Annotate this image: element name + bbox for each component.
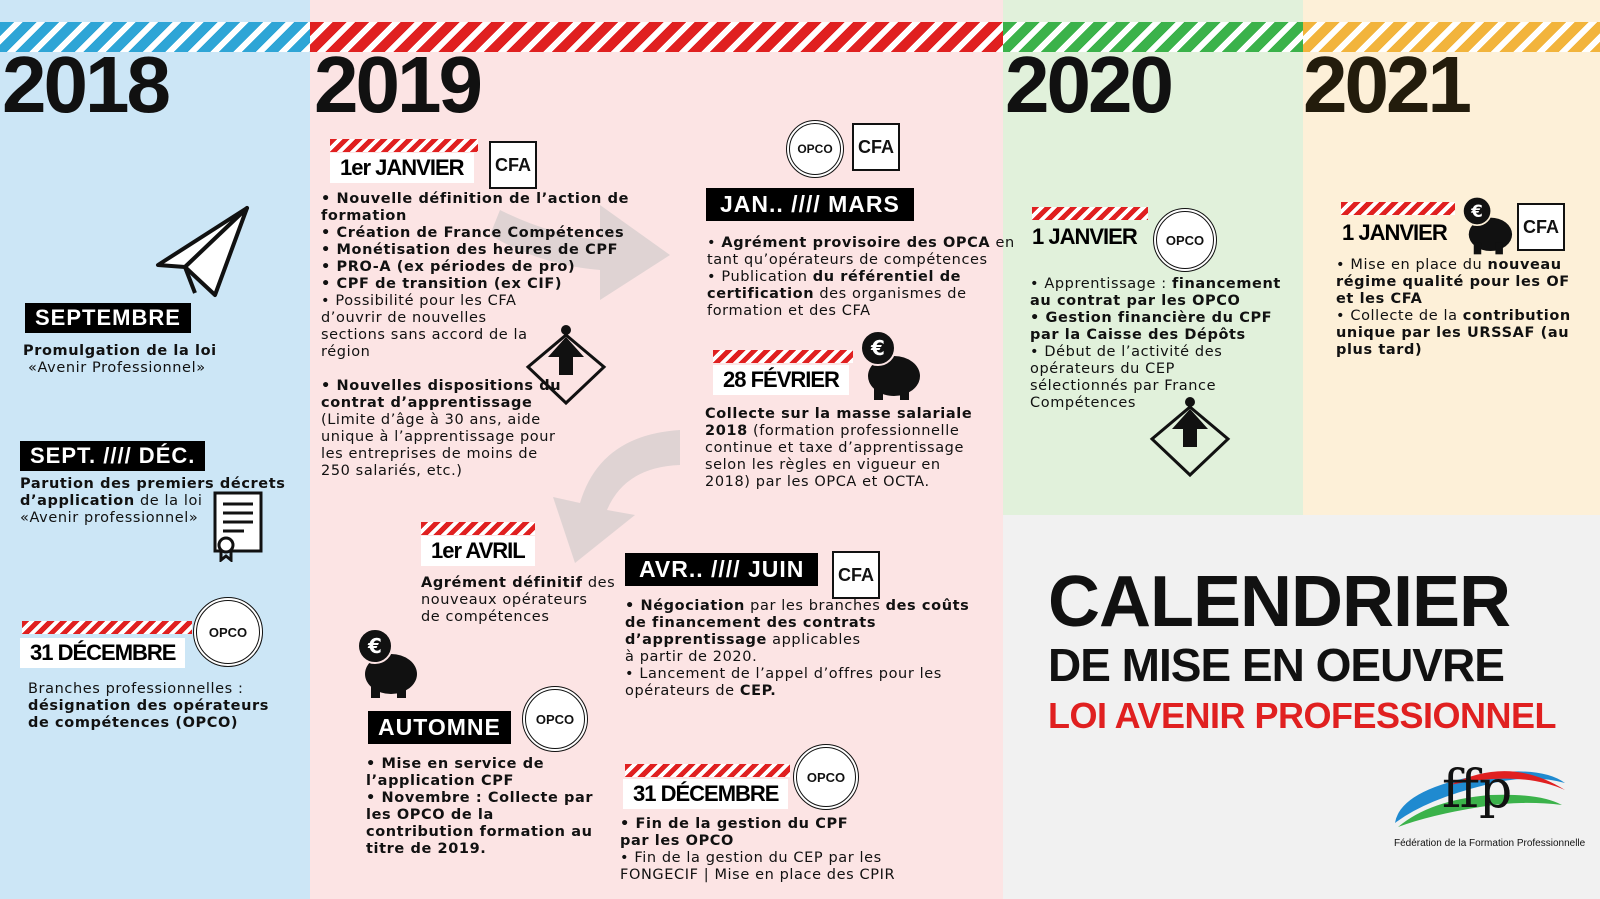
jan2019-d1: • Nouvelles dispositions du [321,378,562,394]
septdec-line-2a: d’application [20,493,135,509]
jan2019-d5: les entreprises de moins de [321,446,538,462]
avrjuin-n6a: opérateurs de [625,683,740,699]
automne-a1: • Mise en service de [366,756,545,772]
janmars-a5: formation et des CFA [707,303,871,319]
ffp-logo [1390,745,1570,835]
cfa-badge-jan2021: CFA [1517,203,1565,251]
avrjuin-n6b: CEP. [739,683,777,699]
jan2020-a4: par la Caisse des Dépôts [1030,327,1246,343]
feb2019-label: 28 FÉVRIER [713,365,849,395]
hatch-2019-apr [421,522,535,535]
hatch-2020-jan [1032,207,1148,220]
feb2019-c5: 2018) par les OPCA et OCTA. [705,474,930,490]
avrjuin-n3a: d’apprentissage [625,632,767,648]
dec2018-line-1: Branches professionnelles : [28,681,244,697]
year-2021: 2021 [1303,40,1469,129]
janmars-a3a: • Publication [707,269,813,285]
up-arrow-diamond-icon [524,325,608,409]
apr2019-t3: de compétences [421,609,550,625]
jan2019-n1: • Possibilité pour les CFA [321,293,517,309]
title-line-3: LOI AVENIR PROFESSIONNEL [1048,695,1557,736]
avrjuin-n4: à partir de 2020. [625,649,758,665]
automne-text [366,756,593,858]
janmars-a3 [707,269,1015,286]
jan2019-b5: • CPF de transition (ex CIF) [321,276,563,292]
piggy-bank-icon [858,330,923,402]
dec2019-f2: par les OPCO [620,833,734,849]
automne-a5: contribution formation au [366,824,593,840]
piggy-euro-2: € [368,634,382,658]
avrjuin-n5: • Lancement de l’appel d’offres pour les [625,666,942,682]
jan2020-a3: • Gestion financière du CPF [1030,310,1273,326]
opco-badge-janmars: OPCO [786,120,844,178]
apr2019-label: 1er AVRIL [421,536,535,566]
jan2019-n2: d’ouvrir de nouvelles [321,310,487,326]
certificate-icon [212,490,264,562]
automne-a6: titre de 2019. [366,841,487,857]
title-line-1: CALENDRIER [1048,562,1511,642]
opco-badge-2018: OPCO [193,597,263,667]
piggy-bank-icon-3 [1460,196,1515,256]
avrjuin-n3b: applicables [766,632,861,648]
jan2021-m3: et les CFA [1336,291,1423,307]
hatch-2019-dec [625,764,790,777]
jan2019-d3: (Limite d’âge à 30 ans, aide [321,412,541,428]
avrjuin-n3 [625,632,969,649]
year-2019: 2019 [314,40,480,129]
jan2021-m1a: • Mise en place du [1336,257,1488,273]
jan2019-b1b: formation [321,208,407,224]
ffp-logo-mark: ffp [1442,760,1513,820]
sept-label: SEPTEMBRE [25,303,191,333]
apr2019-t1 [421,575,615,592]
avrjuin-text [625,598,969,700]
jan2020-a2: au contrat par les OPCO [1030,293,1241,309]
dec2018-label: 31 DÉCEMBRE [20,638,185,668]
jan2020-label: 1 JANVIER [1032,224,1137,249]
jan2020-a1b: financement [1171,276,1281,292]
jan2020-a8: Compétences [1030,395,1137,411]
jan2019-label: 1er JANVIER [330,153,474,183]
paper-plane-icon [155,205,250,300]
jan2021-m2: régime qualité pour les OF [1336,274,1570,290]
feb2019-c4: selon les règles en vigueur en [705,457,941,473]
janmars-a4 [707,286,1015,303]
septdec-line-2b: de la loi [134,493,203,509]
jan2019-b3: • Monétisation des heures de CPF [321,242,619,258]
jan2019-d6: 250 salariés, etc.) [321,463,463,479]
feb2019-text [705,406,972,491]
jan2019-d2: contrat d’apprentissage [321,395,533,411]
avrjuin-n1a: • Négociation [625,598,745,614]
dec2019-text [620,816,895,884]
jan2021-text [1336,257,1571,359]
jan2021-m4b: contribution [1462,308,1571,324]
piggy-bank-icon-2 [355,628,420,700]
jan2019-b2: • Création de France Compétences [321,225,625,241]
jan2020-a6: opérateurs du CEP [1030,361,1175,377]
apr2019-t1b: des [582,575,616,591]
jan2020-a1a: • Apprentissage : [1030,276,1172,292]
jan2021-m1 [1336,257,1571,274]
jan2020-text [1030,276,1281,412]
janmars-a4b: des organismes de [814,286,967,302]
janmars-a2: tant qu’opérateurs de compétences [707,252,988,268]
feb2019-c2 [705,423,972,440]
janmars-a3b: du référentiel de [812,269,962,285]
automne-label: AUTOMNE [368,711,511,744]
jan2019-b1: • Nouvelle définition de l’action de [321,191,630,207]
jan2021-label: 1 JANVIER [1342,220,1447,245]
opco-badge-dec2019: OPCO [793,744,859,810]
jan2021-m4 [1336,308,1571,325]
automne-a4: les OPCO de la [366,807,494,823]
septdec-line-3: «Avenir professionnel» [20,510,199,526]
septdec-line-1: Parution des premiers décrets [20,476,286,492]
feb2019-c2b: (formation professionnelle [747,423,960,439]
jan2020-a7: sélectionnés par France [1030,378,1217,394]
apr2019-t2: nouveaux opérateurs [421,592,588,608]
piggy-euro-3: € [1471,201,1483,221]
dec2018-text [28,681,269,732]
up-arrow-diamond-icon-2 [1148,397,1232,481]
jan2019-n3: sections sans accord de la [321,327,528,343]
year-2018: 2018 [2,40,168,129]
apr2019-text [421,575,615,626]
janmars-a4a: certification [707,286,815,302]
avrjuin-n6 [625,683,969,700]
janmars-a1a: • [707,235,722,251]
cfa-badge-jan2019: CFA [489,141,537,189]
jan2021-m5: unique par les URSSAF (au [1336,325,1570,341]
cfa-badge-janmars: CFA [852,123,900,171]
jan2021-m1b: nouveau [1487,257,1562,273]
feb2019-c3: continue et taxe d’apprentissage [705,440,965,456]
dec2019-f4: FONGECIF | Mise en place des CPIR [620,867,896,883]
automne-a2: l’application CPF [366,773,514,789]
hatch-2021-jan [1341,202,1455,215]
automne-a3: • Novembre : Collecte par [366,790,594,806]
dec2019-f1: • Fin de la gestion du CPF [620,816,849,832]
avrjuin-n1 [625,598,969,615]
dec2018-line-2: désignation des opérateurs [28,698,270,714]
janmars-text [707,235,1015,320]
dec2018-line-3 [28,715,269,732]
cfa-badge-avrjuin: CFA [832,551,880,599]
hatch-2019-jan [330,139,478,152]
opco-badge-jan2020: OPCO [1153,208,1217,272]
piggy-euro-1: € [871,336,885,360]
jan2021-m6: plus tard) [1336,342,1423,358]
title-line-2: DE MISE EN OEUVRE [1048,639,1504,691]
janmars-a1b: Agrément provisoire des OPCA [721,235,991,251]
jan2019-d4: unique à l’apprentissage pour [321,429,556,445]
hatch-2018-dec [22,621,192,634]
janmars-a1 [707,235,1015,252]
janmars-a1c: en [990,235,1015,251]
avrjuin-n1b: par les branches [744,598,886,614]
dec2018-line-3a: de compétences (OPCO) [28,715,239,731]
sept-text-1: Promulgation de la loi [23,343,217,359]
feb2019-c2a: 2018 [705,423,748,439]
jan2019-n4: région [321,344,371,360]
ffp-caption: Fédération de la Formation Professionnelle [1394,838,1586,849]
sept-text-2: «Avenir Professionnel» [28,360,206,376]
year-2020: 2020 [1005,40,1171,129]
jan2019-b4: • PRO-A (ex périodes de pro) [321,259,576,275]
septdec-label: SEPT. //// DÉC. [20,441,205,471]
hatch-2019-feb [713,350,853,363]
avrjuin-n1c: des coûts [885,598,970,614]
apr2019-t1a: Agrément définitif [421,575,583,591]
feb2019-c1: Collecte sur la masse salariale [705,406,973,422]
dec2019-label: 31 DÉCEMBRE [623,779,788,809]
jan2021-m4a: • Collecte de la [1336,308,1463,324]
avrjuin-n2: de financement des contrats [625,615,877,631]
avrjuin-label: AVR.. //// JUIN [625,553,818,586]
opco-badge-automne: OPCO [522,686,588,752]
dec2019-f3: • Fin de la gestion du CEP par les [620,850,882,866]
jan2020-a1 [1030,276,1281,293]
jan2020-a5: • Début de l’activité des [1030,344,1223,360]
janmars-label: JAN.. //// MARS [706,188,914,221]
